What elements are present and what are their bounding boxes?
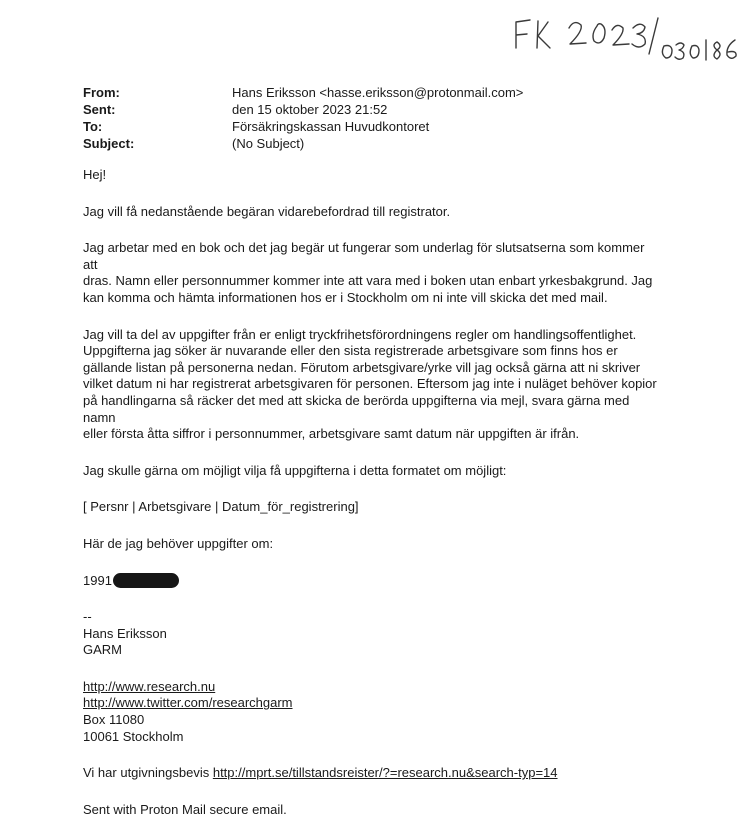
email-header <box>83 84 523 152</box>
personnummer-prefix: 1991 <box>83 572 112 588</box>
from-value: Hans Eriksson <hasse.eriksson@protonmail.com> <box>232 85 524 100</box>
subject-value: (No Subject) <box>232 136 305 151</box>
personnummer-entry <box>83 573 658 590</box>
twitter-link[interactable]: http://www.twitter.com/researchgarm <box>83 695 293 711</box>
text-line: Jag vill ta del av uppgifter från er enligt tryckfrihetsförordningens regler om handlingsoffentlighet. <box>83 326 637 342</box>
paragraph-request: Jag vill få nedanstående begäran vidarebefordrad till registrator. <box>83 203 451 219</box>
to-value: Försäkringskassan Huvudkontoret <box>232 119 430 134</box>
website-link[interactable]: http://www.research.nu <box>83 678 216 694</box>
email-body <box>83 167 658 818</box>
postal-box: Box 11080 <box>83 712 145 728</box>
text-line: Jag arbetar med en bok och det jag begär ut fungerar som underlag för slutsatserna som kommer att <box>83 240 645 272</box>
text-line: Uppgifterna jag söker är nuvarande eller den sista registrerade arbetsgivare som finns hos er <box>83 343 618 359</box>
signature-dashes: -- <box>83 609 92 625</box>
header-row-subject <box>83 135 523 152</box>
header-row-to <box>83 118 523 135</box>
text-line: eller första åtta siffror i personnummer, arbetsgivare samt datum när uppgiften är ifrån. <box>83 426 580 442</box>
handwritten-reference-number <box>512 8 738 78</box>
from-label: From: <box>83 85 120 100</box>
text-line: dras. Namn eller personnummer kommer inte att vara med i boken utan enbart yrkesbakgrund. Jag <box>83 273 653 289</box>
subject-label: Subject: <box>83 136 135 151</box>
sent-value: den 15 oktober 2023 21:52 <box>232 102 388 117</box>
proton-footer: Sent with Proton Mail secure email. <box>83 801 287 817</box>
paragraph-format: Jag skulle gärna om möjligt vilja få uppgifterna i detta formatet om möjligt: <box>83 462 507 478</box>
signature-block <box>83 609 658 659</box>
greeting: Hej! <box>83 167 107 182</box>
text-line: kan komma och hämta informationen hos er i Stockholm om ni inte vill skicka det med mail. <box>83 289 608 305</box>
signature-contact <box>83 679 658 745</box>
redaction-bar <box>113 573 179 588</box>
format-template: [ Persnr | Arbetsgivare | Datum_för_registrering] <box>83 499 359 515</box>
paragraph-book <box>83 240 658 306</box>
postal-city: 10061 Stockholm <box>83 728 184 744</box>
license-link[interactable]: http://mprt.se/tillstandsreister/?=research.nu&search-typ=14 <box>212 765 558 781</box>
license-text: Vi har utgivningsbevis <box>83 765 213 781</box>
header-row-from <box>83 84 523 101</box>
text-line: gällande listan på personerna nedan. Förutom arbetsgivare/yrke vill jag också gärna att ni skriver <box>83 359 641 375</box>
license-line <box>83 765 658 782</box>
text-line: på handlingarna så räcker det med att skicka de berörda uppgifterna via mejl, svara gärna med namn <box>83 392 630 425</box>
signature-org: GARM <box>83 642 122 658</box>
sent-label: Sent: <box>83 102 116 117</box>
header-row-sent <box>83 101 523 118</box>
paragraph-list-intro: Här de jag behöver uppgifter om: <box>83 535 274 551</box>
text-line: vilket datum ni har registrerat arbetsgivaren för personen. Eftersom jag inte i nuläget behöver kopior <box>83 376 657 392</box>
to-label: To: <box>83 119 103 134</box>
signature-name: Hans Eriksson <box>83 625 167 641</box>
paragraph-public-access <box>83 327 658 443</box>
